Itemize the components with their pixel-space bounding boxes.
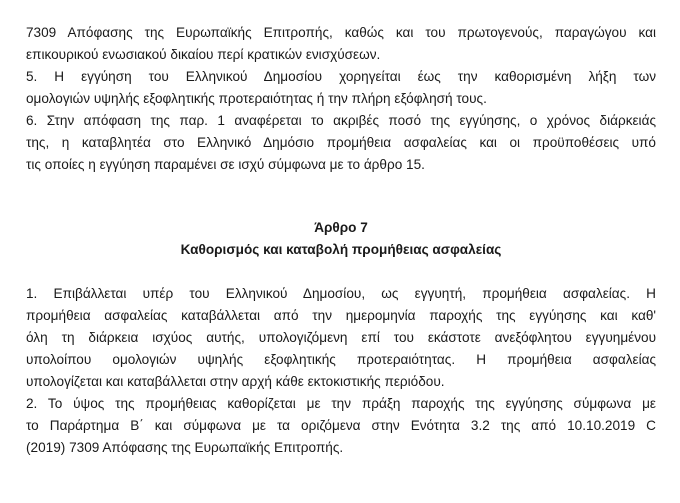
text-line: υπολογίζεται και καταβάλλεται στην αρχή κάθε εκτοκιστικής περιόδου.	[26, 374, 445, 389]
document-page	[26, 0, 656, 459]
text-line: 2. Το ύψος της προμήθειας καθορίζεται με την πράξη παροχής της εγγύησης σύμφωνα με	[26, 396, 656, 411]
text-line: τις οποίες η εγγύηση παραμένει σε ισχύ σύμφωνα με το άρθρο 15.	[26, 157, 425, 172]
text-line: όλη τη διάρκεια ισχύος αυτής, υπολογιζόμενη επί του εκάστοτε ανεξόφλητου εγγυημένου	[26, 330, 656, 345]
text-line: προμήθεια ασφαλείας καταβάλλεται από την ημερομηνία παροχής της εγγύησης και καθ'	[26, 308, 656, 323]
text-line: της, η καταβλητέα στο Ελληνικό Δημόσιο προμήθεια ασφαλείας και οι προϋποθέσεις υπό	[26, 135, 656, 150]
text-line: (2019) 7309 Απόφασης της Ευρωπαϊκής Επιτροπής.	[26, 440, 344, 455]
text-line: το Παράρτημα Β΄ και σύμφωνα με τα οριζόμενα στην Ενότητα 3.2 της από 10.10.2019 C	[26, 418, 656, 433]
text-line: επικουρικού ενωσιακού δικαίου περί κρατικών ενισχύσεων.	[26, 47, 381, 62]
text-line: υπολοίπου ομολογιών υψηλής εξοφλητικής προτεραιότητας. Η προμήθεια ασφαλείας	[26, 352, 656, 367]
text-line: ομολογιών υψηλής εξοφλητικής προτεραιότητας ή την πλήρη εξόφλησή τους.	[26, 91, 487, 106]
text-line: 1. Επιβάλλεται υπέρ του Ελληνικού Δημοσίου, ως εγγυητή, προμήθεια ασφαλείας. Η	[26, 286, 656, 301]
article-paragraph-1	[26, 283, 656, 393]
text-line: 5. Η εγγύηση του Ελληνικού Δημοσίου χορηγείται έως την καθορισμένη λήξη των	[26, 69, 656, 84]
text-line: 6. Στην απόφαση της παρ. 1 αναφέρεται το ακριβές ποσό της εγγύησης, ο χρόνος διάρκειάς	[26, 113, 656, 128]
paragraph-continuation	[26, 22, 656, 66]
paragraph-5	[26, 66, 656, 110]
article-paragraph-2	[26, 393, 656, 459]
article-title: Καθορισμός και καταβολή προμήθειας ασφαλείας	[180, 242, 502, 257]
paragraph-6	[26, 110, 656, 176]
article-number: Άρθρο 7	[314, 220, 368, 235]
text-line: 7309 Απόφασης της Ευρωπαϊκής Επιτροπής, καθώς και του πρωτογενούς, παραγώγου και	[26, 25, 656, 40]
